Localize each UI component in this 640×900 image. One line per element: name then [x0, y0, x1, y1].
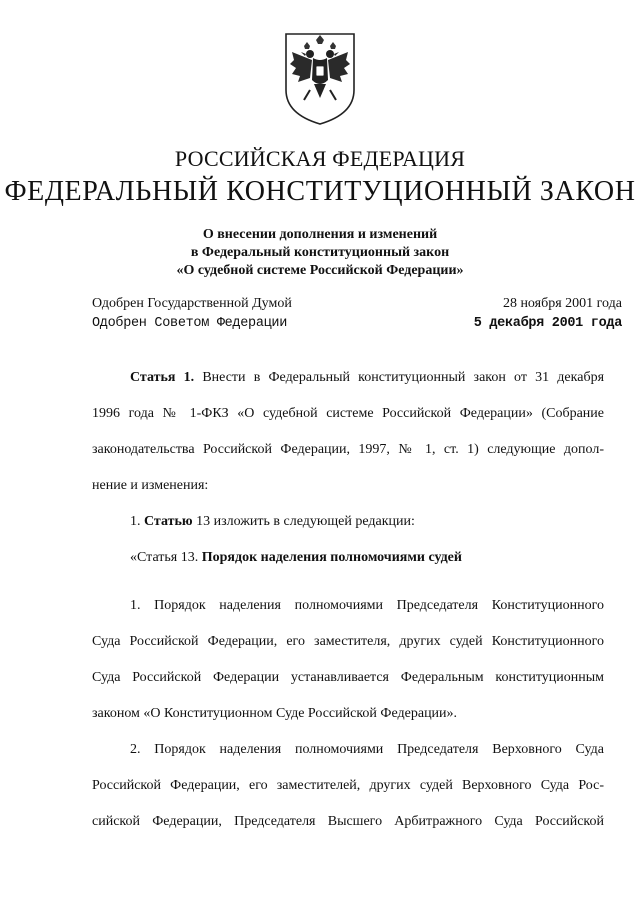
paragraph-1-line: Суда Российской Федерации, его заместителя, других судей Конституционного [92, 634, 604, 649]
approval-date: 28 ноября 2001 года [502, 296, 622, 311]
article-1-label: Статья 1. [130, 370, 195, 385]
new-article-title: Порядок наделения полномочиями судей [201, 550, 462, 565]
law-subject [0, 226, 640, 280]
law-type-title: ФЕДЕРАЛЬНЫЙ КОНСТИТУЦИОННЫЙ ЗАКОН [4, 176, 636, 207]
subject-line: О внесении дополнения и изменений [202, 227, 438, 242]
approved-by: Одобрен Государственной Думой [92, 296, 292, 311]
article-1-line [130, 370, 604, 386]
approval-date: 5 декабря 2001 года [473, 316, 622, 331]
approved-by: Одобрен Советом Федерации [92, 316, 288, 331]
article-1-line: 1996 года № 1-ФКЗ «О судебной системе Российской Федерации» (Собрание [92, 406, 604, 421]
paragraph-1-line: 1. Порядок наделения полномочиями Председателя Конституционного [130, 598, 604, 613]
country-title: РОССИЙСКАЯ ФЕДЕРАЦИЯ [174, 146, 466, 171]
paragraph-2-line: сийской Федерации, Председателя Высшего Арбитражного Суда Российской [92, 814, 604, 829]
paragraph-2-line: Российской Федерации, его заместителей, других судей Верховного Суда Рос- [92, 778, 604, 793]
article-1-text: Внести в Федеральный конституционный закон от 31 декабря [202, 370, 605, 385]
new-article-prefix: «Статья 13. [130, 550, 199, 565]
paragraph-1-line: Суда Российской Федерации устанавливается Федеральным конституционным [92, 670, 604, 685]
double-headed-eagle-icon [280, 30, 360, 126]
article-1-line: законодательства Российской Федерации, 1997, № 1, ст. 1) следующие допол- [92, 442, 604, 457]
paragraph-1-line: законом «О Конституционном Суде Российской Федерации». [92, 706, 458, 721]
item-text: 13 изложить в следующей редакции: [196, 514, 415, 529]
article-1-line: нение и изменения: [92, 478, 209, 493]
new-article-heading [130, 550, 640, 566]
subject-line: в Федеральный конституционный закон [190, 245, 450, 260]
paragraph-2-line: 2. Порядок наделения полномочиями Председателя Верховного Суда [130, 742, 604, 757]
coat-of-arms-emblem [280, 30, 360, 126]
item-number: 1. [130, 514, 141, 529]
item-1 [130, 514, 640, 530]
subject-line: «О судебной системе Российской Федерации» [176, 263, 464, 278]
item-lead: Статью [144, 514, 193, 529]
